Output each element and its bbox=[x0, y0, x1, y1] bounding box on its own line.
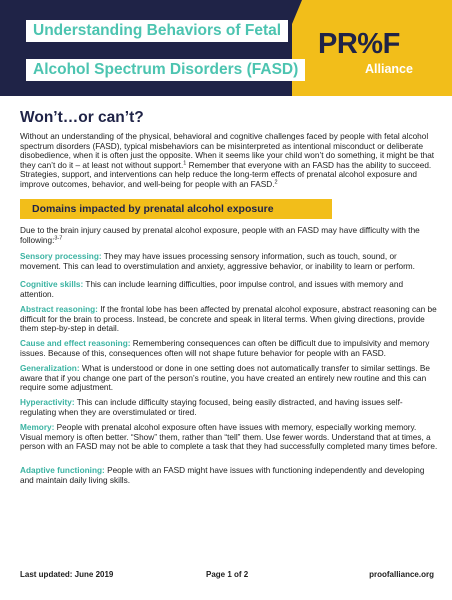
domain-description: People with prenatal alcohol exposure often have issues with memory, especially working memory. Visual memory is often better. “Show” them, rather than “tell” them. Use fewer words. Understand that at times, a person with an FASD may not be able to complete a task that they had successfully completed many times before. bbox=[20, 423, 438, 451]
footer-last-updated: Last updated: June 2019 bbox=[20, 570, 114, 579]
intro-paragraph bbox=[20, 132, 438, 189]
domain-term: Cause and effect reasoning: bbox=[20, 339, 131, 348]
domain-item-abstract-reasoning bbox=[20, 305, 438, 334]
domain-description: What is understood or done in one setting does not automatically transfer to similar settings. Be aware that if you change one part of the person’s routine, you have created an entirely new routine and this can require some adjustment. bbox=[20, 364, 430, 392]
domain-term: Abstract reasoning: bbox=[20, 305, 98, 314]
logo-wordmark: PR%F bbox=[318, 28, 400, 60]
domain-item-memory bbox=[20, 423, 438, 452]
header-banner bbox=[0, 0, 452, 96]
domain-description: People with an FASD might have issues with functioning independently and developing and maintain daily living skills. bbox=[20, 466, 425, 485]
domain-item-adaptive-functioning bbox=[20, 466, 438, 485]
footer-page-number: Page 1 of 2 bbox=[206, 570, 249, 579]
intro-citation-2: 2 bbox=[274, 178, 278, 185]
section-heading: Won’t…or can’t? bbox=[20, 109, 144, 126]
header-navy-panel bbox=[0, 0, 292, 96]
domain-item-generalization bbox=[20, 364, 438, 393]
domain-item-sensory-processing bbox=[20, 252, 438, 271]
domain-description: This can include learning difficulties, poor impulse control, and issues with memory and attention. bbox=[20, 280, 404, 299]
logo-subtitle: Alliance bbox=[365, 62, 413, 76]
domain-term: Hyperactivity: bbox=[20, 398, 75, 407]
intro-citation-1: 1 bbox=[183, 159, 187, 166]
intro-text-1: Without an understanding of the physical, behavioral and cognitive challenges faced by people with fetal alcohol spectrum disorders (FASD), typical misbehaviors can be misinterpreted as intentional misconduct or deliberate disobedience, when it is often just the opposite. When it seems like your child won’t do something, it might be that they can’t do it – at least not without support. bbox=[20, 132, 435, 170]
domain-item-cause-and-effect bbox=[20, 339, 438, 358]
domain-term: Memory: bbox=[20, 423, 55, 432]
domain-term: Cognitive skills: bbox=[20, 280, 84, 289]
domain-term: Adaptive functioning: bbox=[20, 466, 105, 475]
document-title-line-2: Alcohol Spectrum Disorders (FASD) bbox=[26, 59, 305, 81]
lead-citation: 3-7 bbox=[54, 234, 63, 241]
domain-description: If the frontal lobe has been affected by prenatal alcohol exposure, abstract reasoning can be difficult for the brain to process. Instead, be concrete and speak in literal terms. When giving directions, provide them step-by-step in detail. bbox=[20, 305, 437, 333]
domain-term: Generalization: bbox=[20, 364, 80, 373]
proof-alliance-logo bbox=[318, 28, 438, 82]
domains-heading-band: Domains impacted by prenatal alcohol exposure bbox=[20, 199, 332, 219]
footer-website: proofalliance.org bbox=[369, 570, 434, 579]
domain-description: This can include difficulty staying focused, being easily distracted, and having issues self-regulating when they are overstimulated or tired. bbox=[20, 398, 403, 417]
domain-description: They may have issues processing sensory information, such as touch, sound, or movement. This can lead to overstimulation and anxiety, aggressive behavior, or inability to learn or perform. bbox=[20, 252, 415, 271]
domain-term: Sensory processing: bbox=[20, 252, 102, 261]
domain-description: Remembering consequences can often be difficult due to impulsivity and memory issues. Because of this, consequences often will not shape future behavior for people with an FASD. bbox=[20, 339, 430, 358]
document-title-line-1: Understanding Behaviors of Fetal bbox=[26, 20, 288, 42]
domain-item-cognitive-skills bbox=[20, 280, 438, 299]
domains-lead-paragraph bbox=[20, 226, 438, 245]
intro-text-2: Remember that everyone with an FASD has the ability to succeed. Strategies, support, and interventions can help reduce the long-term effects of prenatal alcohol exposure and improve outcomes, behavior, and well-being for people with an FASD. bbox=[20, 160, 432, 189]
header-slant bbox=[262, 0, 302, 96]
domain-item-hyperactivity bbox=[20, 398, 438, 417]
lead-text: Due to the brain injury caused by prenatal alcohol exposure, people with an FASD may have difficulty with the following: bbox=[20, 226, 420, 245]
